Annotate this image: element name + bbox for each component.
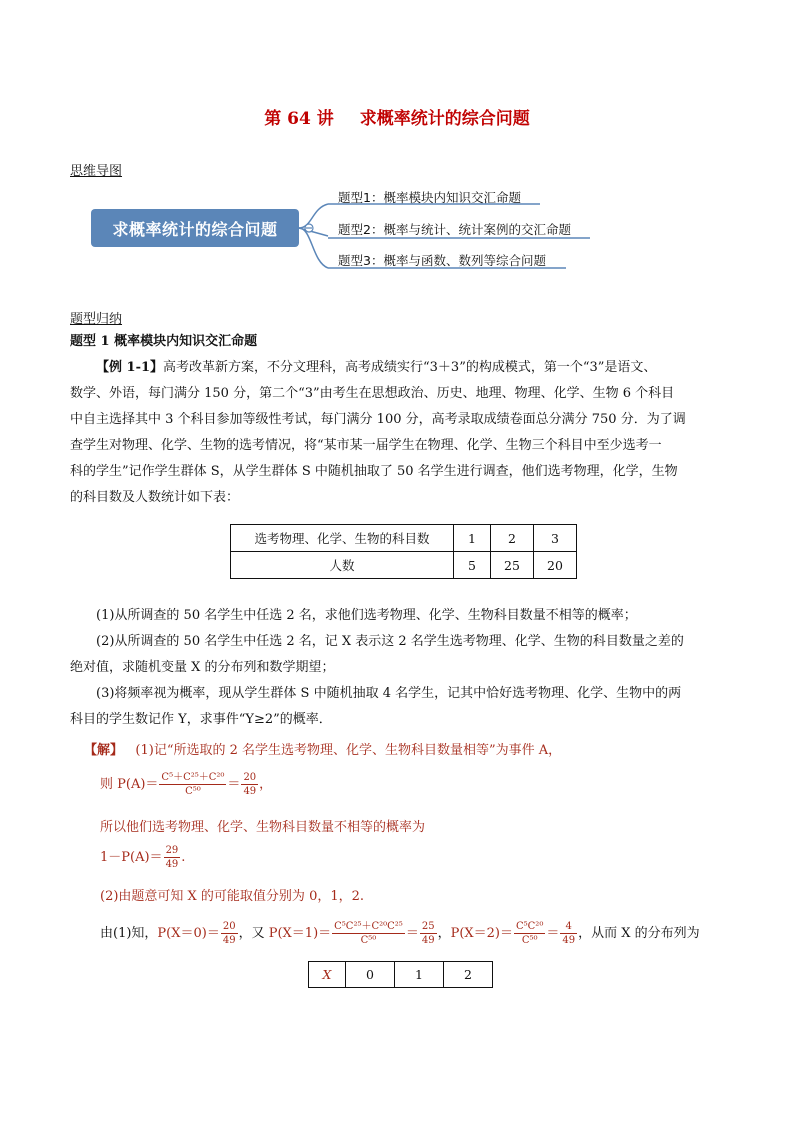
solution-line3: 所以他们选考物理、化学、生物科目数量不相等的概率为: [100, 820, 426, 835]
fraction: $\frac{29}{49}$: [165, 845, 179, 870]
mindmap-heading: 思维导图: [70, 164, 123, 179]
mindmap-node-type2: 题型2：概率与统计、统计案例的交汇命题: [338, 222, 571, 237]
mindmap-central-topic: 求概率统计的综合问题: [91, 209, 299, 247]
subject-count-table: [230, 524, 577, 579]
fraction: $\frac{20}{49}$: [222, 921, 236, 946]
type-title: 题型 1 概率模块内知识交汇命题: [70, 334, 258, 349]
solution-label: 【解】: [84, 743, 124, 758]
solution-distribution-line: 由(1)知，P(X＝0)＝ $\frac{20}{49}$ ，又 P(X＝1)＝ $\frac{\text{C⁵C²⁵＋C²⁰C²⁵}}{\text{C⁵⁰}}$ ＝ $\frac{25}{49}$ ，P(X＝2)＝ $\frac{\text{C⁵C²⁰}}{\text{C⁵⁰}}$ ＝ $\frac{4}{49}$ ，从而 X 的分布列为: [100, 921, 700, 946]
fraction: $\frac{\text{C⁵C²⁰}}{\text{C⁵⁰}}$: [516, 921, 544, 946]
example-text: 【例 1-1】高考改革新方案，不分文理科，高考成绩实行“3＋3”的构成模式，第一个“3”是语文、 数学、外语，每门满分 150 分，第二个“3”由考生在思想政治、历史、地理、物理、化学、生物 6 个科目 中自主选择其中 3 个科目参加等级性考试，每门满分 100 分，高考录取成绩卷面总分满分 750 分．为了调 查学生对物理、化学、生物的选考情况，将“某市某一届学生在物理、化学、生物三个科目中至少选考一 科的学生”记作学生群体 S，从学生群体 S 中随机抽取了 50 名学生进行调查，他们选考物理，化学，生物 的科目数及人数统计如下表：: [70, 360, 686, 505]
fraction: $\frac{25}{49}$: [421, 921, 435, 946]
lecture-number: 第 64 讲: [264, 109, 334, 129]
solution-formula-2: 1－P(A)＝ $\frac{29}{49}$ .: [100, 845, 186, 870]
fraction: $\frac{\text{C⁵＋C²⁵＋C²⁰}}{\text{C⁵⁰}}$: [161, 772, 225, 797]
mindmap-node-type1: 题型1：概率模块内知识交汇命题: [338, 190, 521, 205]
questions: (1)从所调查的 50 名学生中任选 2 名，求他们选考物理、化学、生物科目数量不相等的概率； (2)从所调查的 50 名学生中任选 2 名，记 X 表示这 2 名学生选考物理、化学、生物的科目数量之差的 绝对值，求随机变量 X 的分布列和数学期望； (3)将频率视为概率，现从学生群体 S 中随机抽取 4 名学生，记其中恰好选考物理、化学、生物中的两 科目的学生数记作 Y，求事件“Y≥2”的概率．: [70, 608, 684, 727]
example-label: 【例 1-1】: [96, 360, 164, 375]
section-heading: 题型归纳: [70, 312, 123, 327]
fraction: $\frac{4}{49}$: [562, 921, 576, 946]
distribution-table: [308, 961, 493, 988]
fraction: $\frac{\text{C⁵C²⁵＋C²⁰C²⁵}}{\text{C⁵⁰}}$: [334, 921, 403, 946]
lecture-topic: 求概率统计的综合问题: [359, 109, 530, 129]
table-row: 人数 5 25 20: [231, 552, 577, 579]
solution: 【解】 (1)记“所选取的 2 名学生选考物理、化学、生物科目数量相等”为事件 A，: [84, 743, 562, 758]
fraction: $\frac{20}{49}$: [243, 772, 257, 797]
solution-line5: (2)由题意可知 X 的可能取值分别为 0，1，2.: [100, 889, 365, 904]
solution-formula-1: 则 P(A)＝ $\frac{\text{C⁵＋C²⁵＋C²⁰}}{\text{C⁵⁰}}$ ＝ $\frac{20}{49}$ ，: [100, 772, 273, 797]
table-row: 选考物理、化学、生物的科目数 1 2 3: [231, 525, 577, 552]
table-row: X 0 1 2: [309, 962, 493, 988]
mindmap-node-type3: 题型3：概率与函数、数列等综合问题: [338, 253, 546, 268]
